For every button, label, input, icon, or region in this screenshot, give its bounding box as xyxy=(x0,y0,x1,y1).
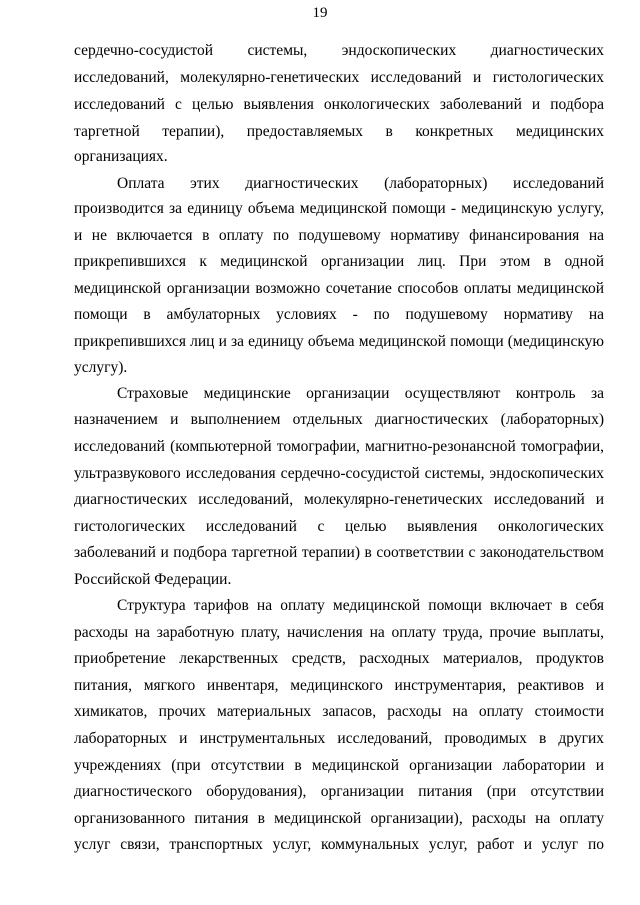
page-number: 19 xyxy=(312,5,328,21)
text-line: расходы на заработную плату, начисления на оплату труда, прочие выплаты, xyxy=(74,624,604,641)
text-line: заболеваний и подбора таргетной терапии) в соответствии с законодательством xyxy=(74,544,604,561)
text-line: прикрепившихся лиц и за единицу объема медицинской помощи (медицинскую xyxy=(74,333,604,350)
text-line: медицинской организации возможно сочетание способов оплаты медицинской xyxy=(74,280,604,297)
text-line: диагностического оборудования), организации питания (при отсутствии xyxy=(74,783,604,800)
text-line: организациях. xyxy=(74,148,168,165)
text-line: помощи в амбулаторных условиях - по подушевому нормативу на xyxy=(74,306,604,323)
text-line: исследований, молекулярно-генетических исследований и гистологических xyxy=(74,69,604,86)
text-line: исследований с целью выявления онкологических заболеваний и подбора xyxy=(74,96,604,113)
text-line: таргетной терапии), предоставляемых в конкретных медицинских xyxy=(74,123,604,140)
text-line: диагностических исследований, молекулярно-генетических исследований и xyxy=(74,491,604,508)
text-line: лабораторных и инструментальных исследований, проводимых в других xyxy=(74,730,604,747)
text-line: назначением и выполнением отдельных диагностических (лабораторных) xyxy=(74,411,604,428)
text-line: ультразвукового исследования сердечно-сосудистой системы, эндоскопических xyxy=(74,465,604,482)
text-line: прикрепившихся к медицинской организации лиц. При этом в одной xyxy=(74,253,604,270)
text-line: гистологических исследований с целью выявления онкологических xyxy=(74,518,604,535)
text-line: учреждениях (при отсутствии в медицинской организации лаборатории и xyxy=(74,757,604,774)
text-line: и не включается в оплату по подушевому нормативу финансирования на xyxy=(74,227,604,244)
text-line: производится за единицу объема медицинской помощи - медицинскую услугу, xyxy=(74,200,604,217)
text-line: Структура тарифов на оплату медицинской помощи включает в себя xyxy=(117,597,604,614)
text-line: Оплата этих диагностических (лабораторных) исследований xyxy=(117,175,604,192)
text-line: сердечно-сосудистой системы, эндоскопических диагностических xyxy=(74,42,604,59)
text-line: исследований (компьютерной томографии, магнитно-резонансной томографии, xyxy=(74,438,604,455)
text-line: питания, мягкого инвентаря, медицинского инструментария, реактивов и xyxy=(74,677,604,694)
text-line: Российской Федерации. xyxy=(74,571,232,588)
text-line: услугу). xyxy=(74,359,128,376)
text-line: Страховые медицинские организации осуществляют контроль за xyxy=(117,385,604,402)
text-line: организованного питания в медицинской организации), расходы на оплату xyxy=(74,810,604,827)
text-line: услуг связи, транспортных услуг, коммунальных услуг, работ и услуг по xyxy=(74,836,604,853)
text-line: приобретение лекарственных средств, расходных материалов, продуктов xyxy=(74,650,604,667)
text-line: химикатов, прочих материальных запасов, расходы на оплату стоимости xyxy=(74,703,604,720)
